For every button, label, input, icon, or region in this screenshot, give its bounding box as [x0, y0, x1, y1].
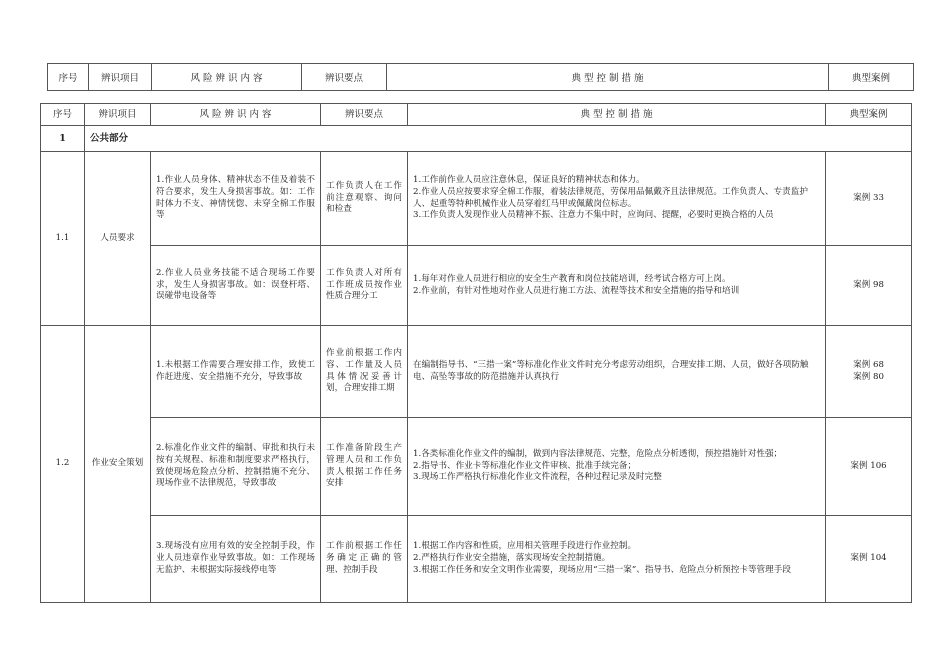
header-measures: 典 型 控 制 措 施	[387, 64, 829, 91]
section-number: 1	[41, 126, 85, 152]
risk-content: 2.标准化作业文件的编制、审批和执行未按有关规程、标准和制度要求严格执行，致使现场危险点分析、控制措施不充分、现场作业不法律规范，导致事故	[151, 418, 321, 516]
measure-line: 3.根据工作任务和安全文明作业需要，现场应用“三措一案”、指导书、危险点分析预控卡等管理手段	[413, 564, 791, 575]
table-row	[41, 326, 912, 418]
risk-content: 3.现场没有应用有效的安全控制手段，作业人员违章作业导致事故。如：工作现场无监护、未根据实际接线停电等	[151, 516, 321, 603]
table-row	[41, 246, 912, 326]
measure-line: 1.每年对作业人员进行相应的安全生产教育和岗位技能培训，经考试合格方可上岗。	[413, 273, 731, 284]
group-number: 1.2	[41, 326, 85, 603]
case-ref-line: 案例 68	[853, 359, 884, 370]
risk-content: 1.作业人员身体、精神状态不佳及着装不符合要求，发生人身损害事故。如：工作时体力不支、神情恍惚、未穿全棉工作服等	[151, 152, 321, 246]
header-measures: 典 型 控 制 措 施	[408, 104, 826, 126]
group-number: 1.1	[41, 152, 85, 326]
measure-line: 2.严格执行作业安全措施，落实现场安全控制措施。	[413, 553, 611, 564]
table-header-row	[41, 104, 912, 126]
header-item: 辨识项目	[89, 64, 152, 91]
measure-line: 1.各类标准化作业文件的编制，做到内容法律规范、完整，危险点分析透彻，预控措施针对性强；	[413, 448, 783, 459]
header-points: 辨识要点	[321, 104, 408, 126]
header-risk: 风 险 辨 识 内 容	[152, 64, 302, 91]
key-points: 工作负责人在工作前注意观察、询问和检查	[321, 152, 408, 246]
measure-line: 在编制指导书、“三措一案”等标准化作业文件时充分考虑劳动组织，合理安排工期、人员，做好各项防触电、高坠等事故的防范措施并认真执行	[413, 359, 809, 382]
key-points: 工作前根据工作任务确定正确的管理、控制手段	[321, 516, 408, 603]
table-row	[41, 152, 912, 246]
case-ref: 案例 33	[826, 152, 912, 246]
measure-line: 2.指导书、作业卡等标准化作业文件审核、批准手续完备；	[413, 460, 637, 471]
header-seq: 序号	[48, 64, 89, 91]
measure-line: 2.作业人员应按要求穿全棉工作服，着装法律规范，劳保用品佩戴齐且法律规范。工作负责人、专责监护人、起重等特种机械作业人员穿着红马甲或佩戴岗位标志。	[413, 186, 808, 209]
case-ref: 案例 104	[826, 516, 912, 603]
control-measures	[408, 516, 826, 603]
case-ref: 案例 98	[826, 246, 912, 326]
risk-content: 2.作业人员业务技能不适合现场工作要求，发生人身损害事故。如：误登杆塔、误碰带电设备等	[151, 246, 321, 326]
header-seq: 序号	[41, 104, 85, 126]
header-case: 典型案例	[829, 64, 914, 91]
measure-line: 1.工作前作业人员应注意休息，保证良好的精神状态和体力。	[413, 174, 645, 185]
header-risk: 风 险 辨 识 内 容	[151, 104, 321, 126]
measure-line: 2.作业前，有针对性地对作业人员进行施工方法、流程等技术和安全措施的指导和培训	[413, 285, 740, 296]
risk-control-table	[40, 103, 912, 603]
measure-line: 3.现场工作严格执行标准化作业文件流程，各种过程记录及时完整	[413, 472, 662, 483]
control-measures	[408, 152, 826, 246]
header-case: 典型案例	[826, 104, 912, 126]
key-points: 作业前根据工作内容、工作量及人员具体情况妥善计划，合理安排工期	[321, 326, 408, 418]
key-points: 工作负责人对所有工作班成员按作业性质合理分工	[321, 246, 408, 326]
group-item: 人员要求	[85, 152, 151, 326]
case-ref-line: 案例 80	[853, 371, 884, 382]
case-ref: 案例 106	[826, 418, 912, 516]
table-row	[41, 418, 912, 516]
repeated-header-table	[47, 63, 914, 91]
key-points: 工作准备阶段生产管理人员和工作负责人根据工作任务安排	[321, 418, 408, 516]
control-measures	[408, 246, 826, 326]
header-item: 辨识项目	[85, 104, 151, 126]
risk-content: 1.未根据工作需要合理安排工作，致使工作赶进度、安全措施不充分，导致事故	[151, 326, 321, 418]
section-row	[41, 126, 912, 152]
case-ref	[826, 326, 912, 418]
measure-line: 3.工作负责人发现作业人员精神不振、注意力不集中时，应询问、提醒，必要时更换合格的人员	[413, 210, 774, 221]
section-title: 公共部分	[85, 126, 912, 152]
control-measures	[408, 418, 826, 516]
control-measures	[408, 326, 826, 418]
measure-line: 1.根据工作内容和性质，应用相关管理手段进行作业控制。	[413, 541, 637, 552]
header-points: 辨识要点	[302, 64, 387, 91]
group-item: 作业安全策划	[85, 326, 151, 603]
table-row	[41, 516, 912, 603]
